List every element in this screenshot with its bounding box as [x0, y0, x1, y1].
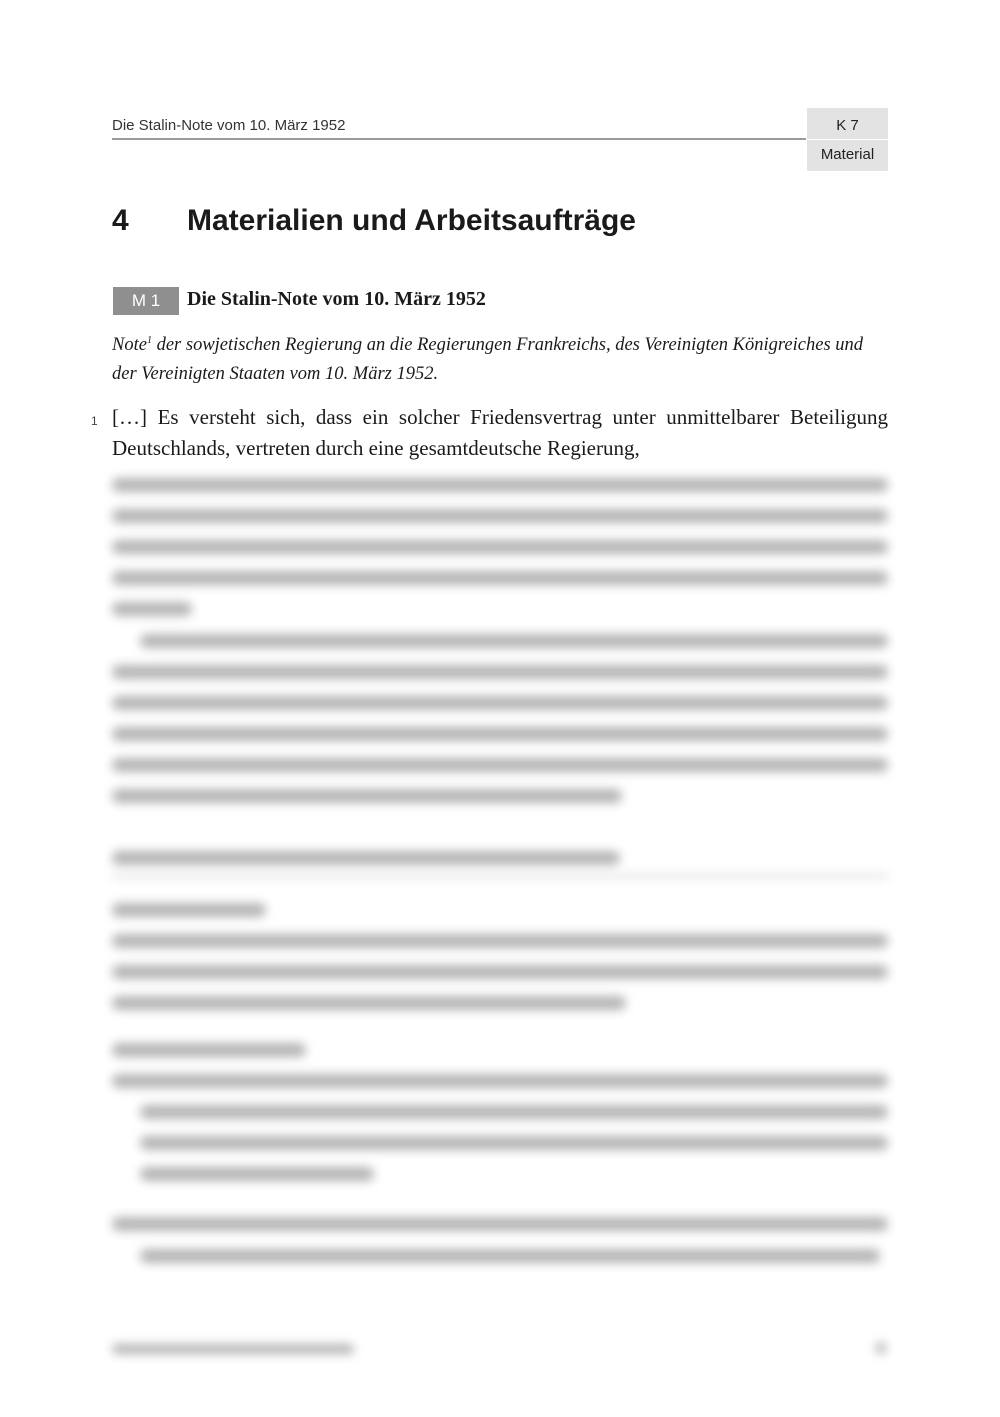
material-title: Die Stalin-Note vom 10. März 1952: [187, 288, 486, 310]
header-title: Die Stalin-Note vom 10. März 1952: [112, 117, 346, 134]
section-number: 4: [112, 204, 129, 237]
material-badge: M 1: [113, 287, 179, 315]
footnote-marker: 1: [146, 335, 152, 346]
material-intro: [112, 326, 888, 389]
body-paragraph: […] Es versteht sich, dass ein solcher Friedensvertrag unter unmittelbarer Beteiligung Deutschlands, vertreten durch eine gesamtdeutsche Regierung,: [112, 405, 888, 460]
line-number: 1: [91, 414, 98, 428]
intro-rest: der sowjetischen Regierung an die Regierungen Frankreichs, des Vereinigten Königreiches und der Vereinigten Staaten vom 10. März 1952.: [112, 335, 864, 385]
header-divider: [112, 138, 806, 140]
section-title: Materialien und Arbeitsaufträge: [187, 204, 636, 237]
tag-type: Material: [807, 140, 888, 171]
intro-note-word: Note: [112, 335, 147, 356]
tag-code: K 7: [807, 108, 888, 139]
